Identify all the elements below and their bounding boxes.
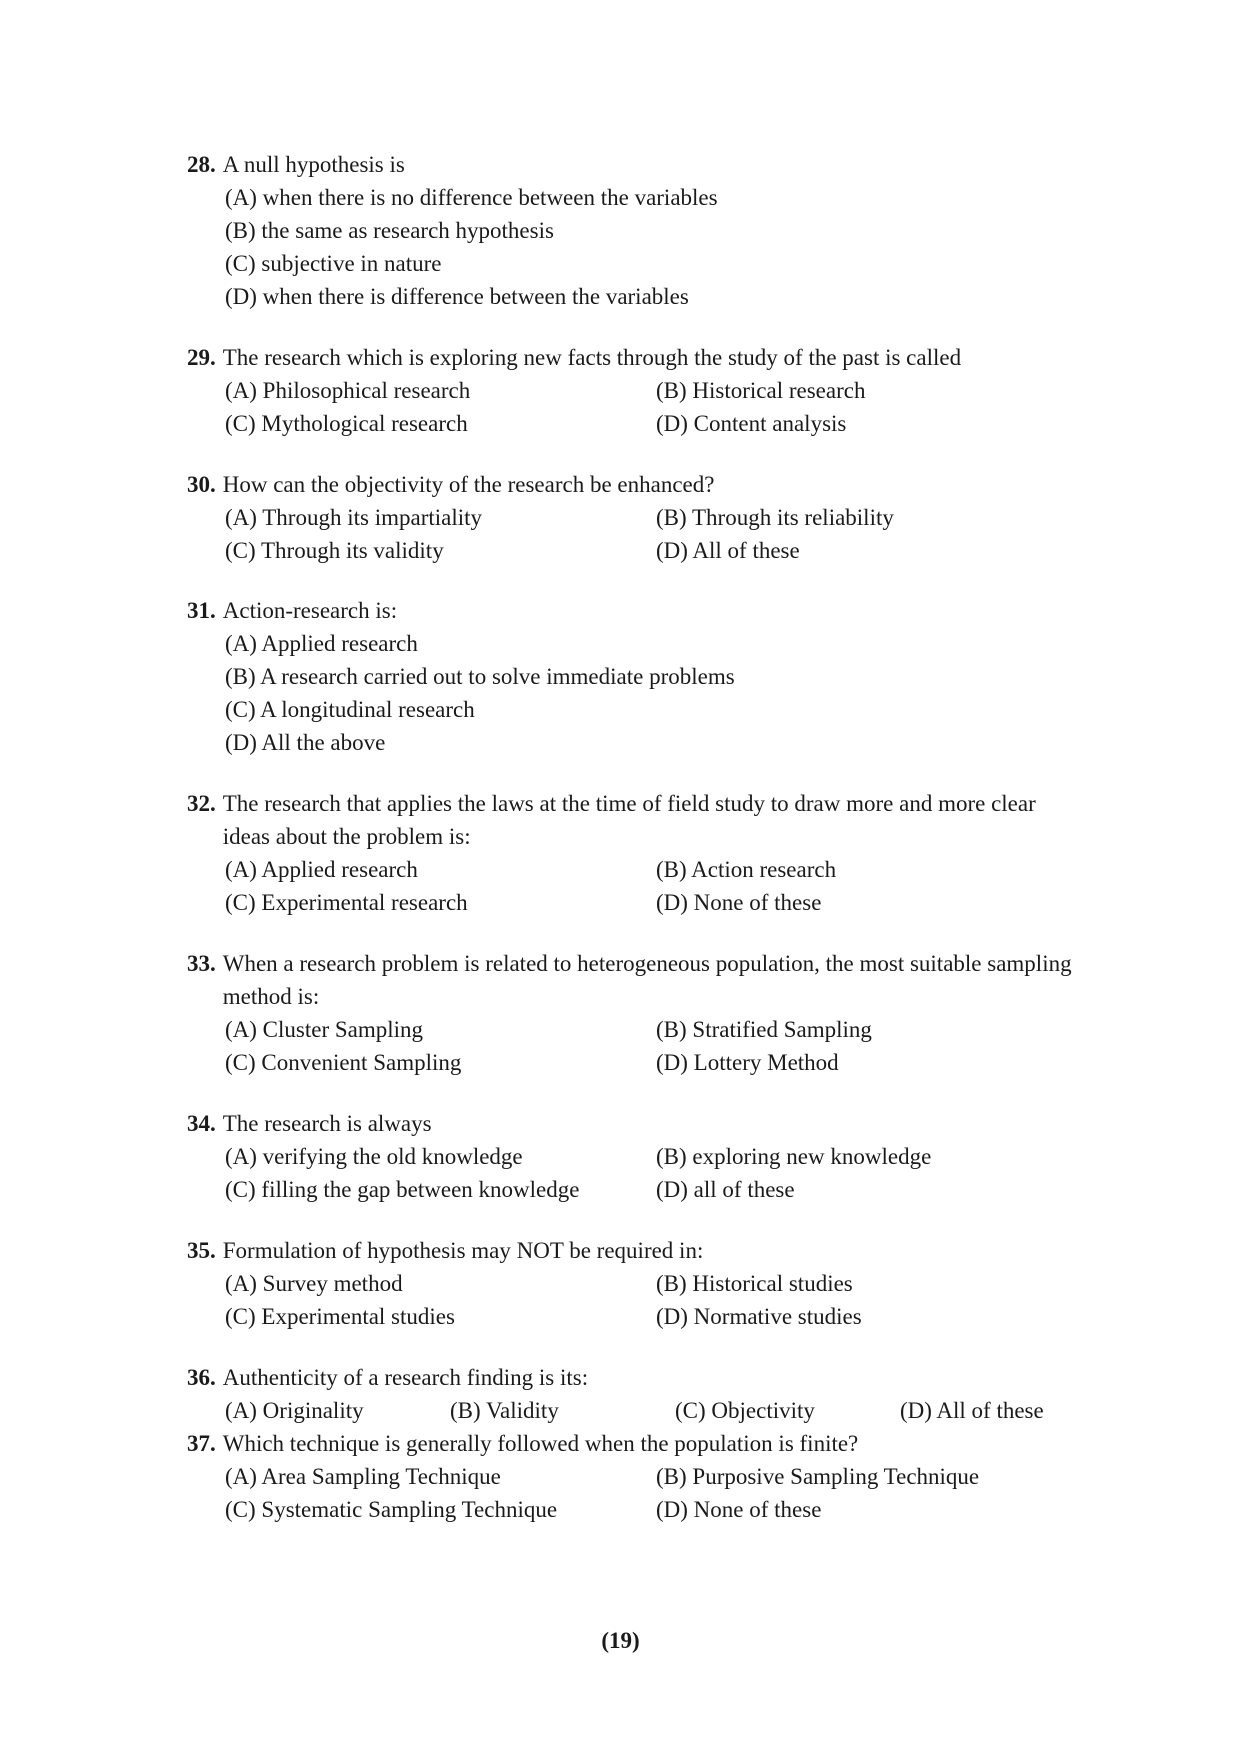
question-28 bbox=[187, 148, 1087, 313]
option-b: (B) A research carried out to solve immediate problems bbox=[225, 664, 735, 689]
option-c: (C) Experimental studies bbox=[225, 1304, 455, 1329]
option-d: (D) when there is difference between the variables bbox=[225, 284, 689, 309]
question-text: Formulation of hypothesis may NOT be required in: bbox=[222, 1238, 704, 1263]
question-32 bbox=[187, 787, 1087, 919]
question-number: 33. bbox=[187, 951, 216, 976]
option-a: (A) Originality bbox=[225, 1398, 364, 1423]
question-text: The research which is exploring new facts through the study of the past is called bbox=[222, 345, 962, 370]
question-34 bbox=[187, 1107, 1087, 1206]
option-b: (B) Through its reliability bbox=[656, 505, 894, 530]
option-d: (D) All the above bbox=[225, 730, 386, 755]
question-text: A null hypothesis is bbox=[222, 152, 405, 177]
question-number: 34. bbox=[187, 1111, 216, 1136]
page-number: (19) bbox=[601, 1628, 640, 1653]
question-29 bbox=[187, 341, 1087, 440]
question-number: 37. bbox=[187, 1431, 216, 1456]
option-a: (A) Applied research bbox=[225, 857, 418, 882]
option-d: (D) Content analysis bbox=[656, 411, 847, 436]
option-b: (B) Validity bbox=[450, 1398, 559, 1423]
option-d: (D) All of these bbox=[656, 538, 800, 563]
question-number: 32. bbox=[187, 791, 216, 816]
question-text: How can the objectivity of the research be enhanced? bbox=[222, 472, 715, 497]
option-c: (C) Convenient Sampling bbox=[225, 1050, 462, 1075]
option-a: (A) Philosophical research bbox=[225, 378, 471, 403]
option-b: (B) Purposive Sampling Technique bbox=[656, 1464, 980, 1489]
question-text: Which technique is generally followed when the population is finite? bbox=[222, 1431, 859, 1456]
option-a: (A) Applied research bbox=[225, 631, 418, 656]
option-d: (D) all of these bbox=[656, 1177, 795, 1202]
option-b: (B) exploring new knowledge bbox=[656, 1144, 932, 1169]
option-c: (C) subjective in nature bbox=[225, 251, 442, 276]
option-b: (B) Historical studies bbox=[656, 1271, 853, 1296]
question-33 bbox=[187, 947, 1087, 1079]
question-number: 35. bbox=[187, 1238, 216, 1263]
option-c: (C) Experimental research bbox=[225, 890, 468, 915]
option-b: (B) the same as research hypothesis bbox=[225, 218, 554, 243]
question-number: 30. bbox=[187, 472, 216, 497]
option-c: (C) Systematic Sampling Technique bbox=[225, 1497, 558, 1522]
question-text: Authenticity of a research finding is its: bbox=[222, 1365, 589, 1390]
question-37 bbox=[187, 1427, 1087, 1526]
question-30 bbox=[187, 468, 1087, 567]
question-text: The research is always bbox=[222, 1111, 432, 1136]
option-a: (A) when there is no difference between the variables bbox=[225, 185, 718, 210]
option-d: (D) None of these bbox=[656, 1497, 822, 1522]
option-b: (B) Action research bbox=[656, 857, 837, 882]
question-number: 29. bbox=[187, 345, 216, 370]
option-c: (C) filling the gap between knowledge bbox=[225, 1177, 580, 1202]
question-text: The research that applies the laws at the time of field study to draw more and more clear ideas about the problem is: bbox=[222, 791, 1036, 849]
question-number: 36. bbox=[187, 1365, 216, 1390]
option-d: (D) All of these bbox=[900, 1398, 1044, 1423]
option-a: (A) Survey method bbox=[225, 1271, 403, 1296]
option-c: (C) Objectivity bbox=[675, 1398, 815, 1423]
question-number: 28. bbox=[187, 152, 216, 177]
question-36 bbox=[187, 1361, 1087, 1427]
option-b: (B) Stratified Sampling bbox=[656, 1017, 872, 1042]
question-text: Action-research is: bbox=[222, 598, 398, 623]
option-c: (C) Mythological research bbox=[225, 411, 468, 436]
option-a: (A) Through its impartiality bbox=[225, 505, 483, 530]
option-c: (C) A longitudinal research bbox=[225, 697, 475, 722]
question-31 bbox=[187, 594, 1087, 759]
question-number: 31. bbox=[187, 598, 216, 623]
option-d: (D) Normative studies bbox=[656, 1304, 862, 1329]
option-c: (C) Through its validity bbox=[225, 538, 444, 563]
option-d: (D) Lottery Method bbox=[656, 1050, 839, 1075]
option-a: (A) Area Sampling Technique bbox=[225, 1464, 501, 1489]
option-a: (A) Cluster Sampling bbox=[225, 1017, 424, 1042]
option-a: (A) verifying the old knowledge bbox=[225, 1144, 523, 1169]
question-text: When a research problem is related to heterogeneous population, the most suitable sampling method is: bbox=[222, 951, 1072, 1009]
option-d: (D) None of these bbox=[656, 890, 822, 915]
question-35 bbox=[187, 1234, 1087, 1333]
option-b: (B) Historical research bbox=[656, 378, 866, 403]
